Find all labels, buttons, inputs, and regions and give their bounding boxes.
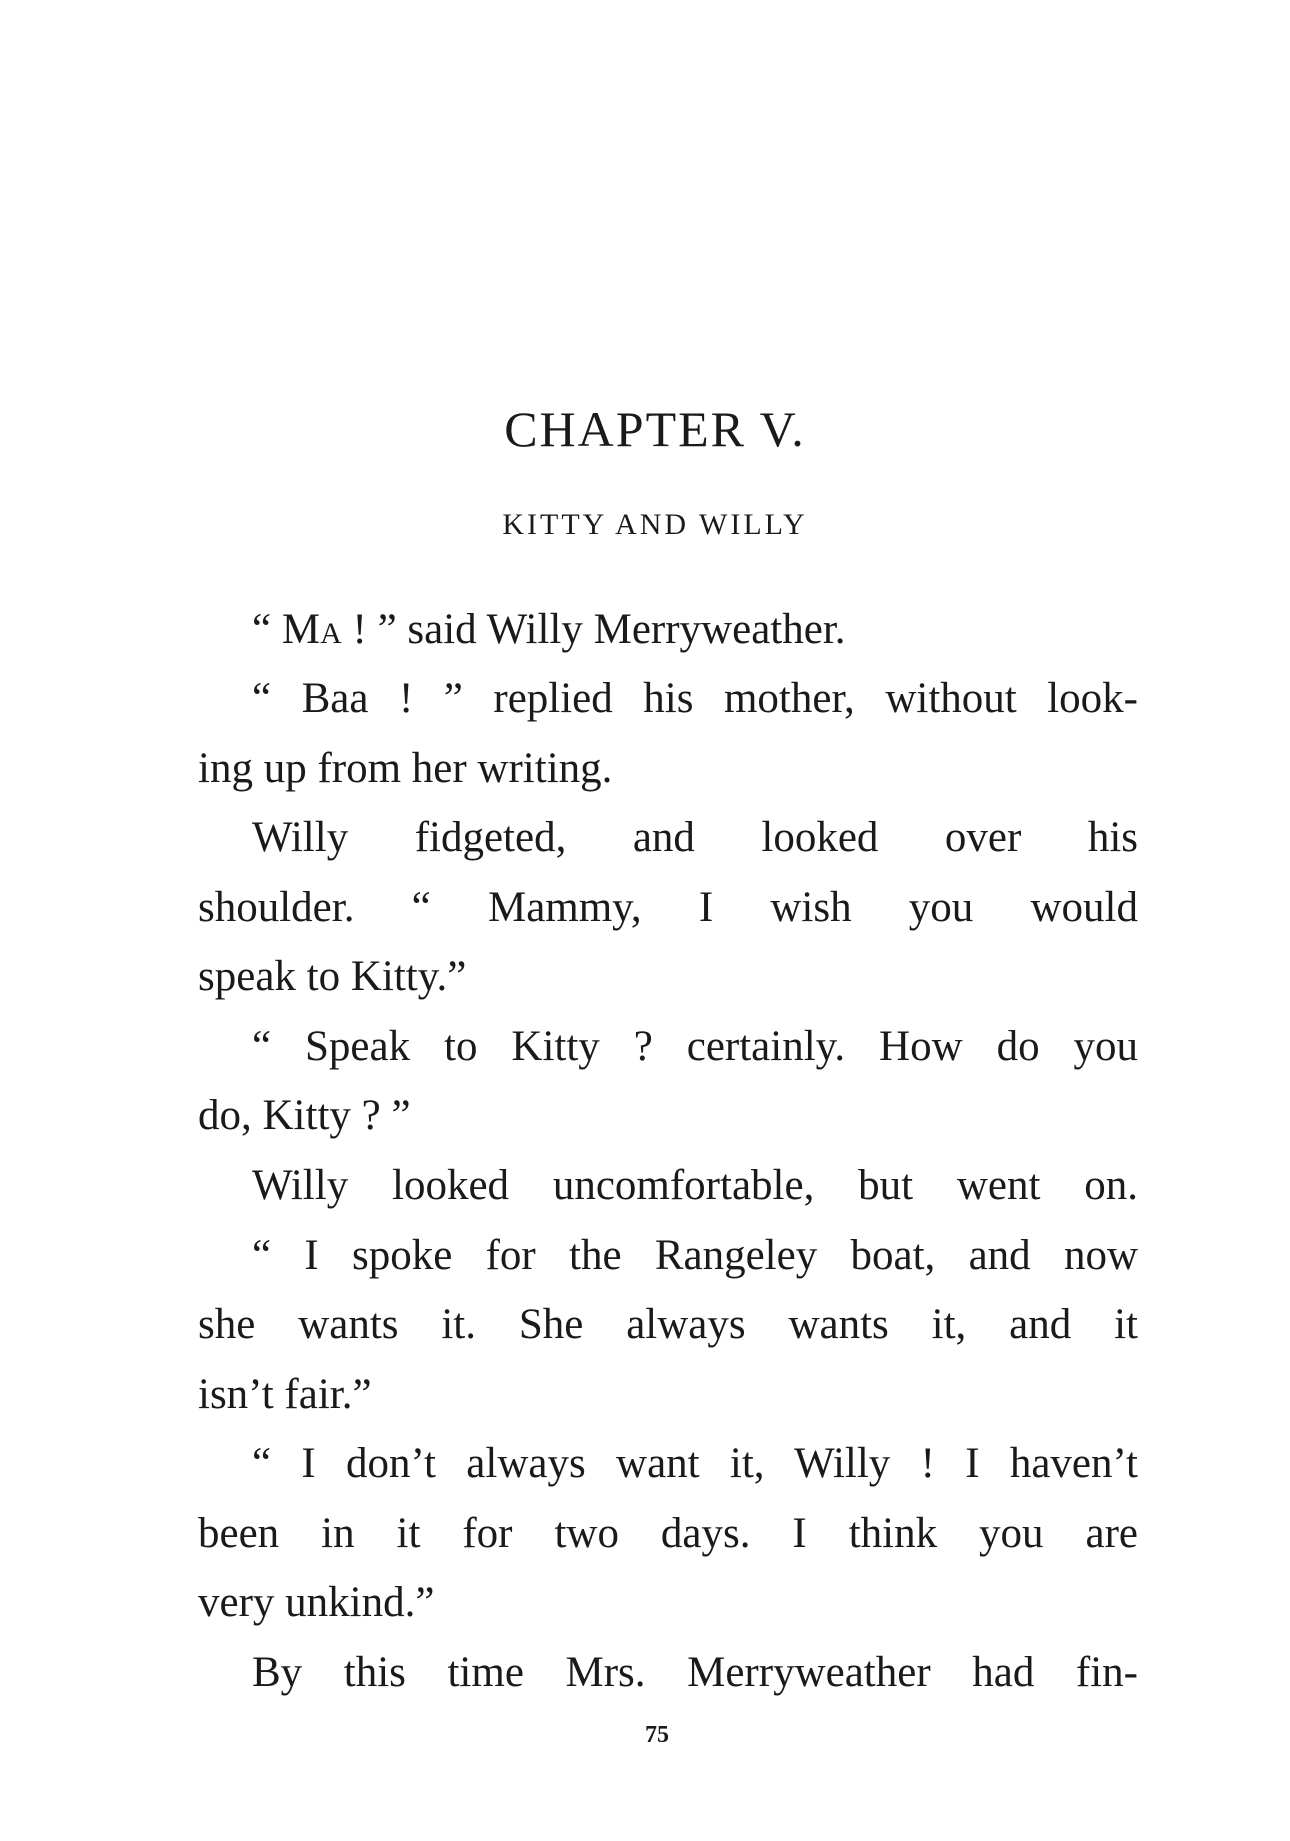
small-caps-word: Ma [281, 606, 342, 653]
text-line: been in it for two days. I think you are [198, 1510, 1138, 1557]
text-line: speak to Kitty.” [198, 953, 467, 1000]
line-rest: ! ” said Willy Merryweather. [341, 606, 846, 653]
text-line: By this time Mrs. Merryweather had fin- [252, 1649, 1138, 1696]
text-line: “ Baa ! ” replied his mother, without look- [252, 675, 1138, 722]
text-line: do, Kitty ? ” [198, 1092, 411, 1139]
chapter-subtitle: KITTY AND WILLY [502, 508, 808, 541]
text-line: Willy fidgeted, and looked over his [252, 814, 1138, 861]
text-line: isn’t fair.” [198, 1371, 372, 1418]
text-line: “ Speak to Kitty ? certainly. How do you [252, 1023, 1138, 1070]
text-line: she wants it. She always wants it, and it [198, 1301, 1138, 1348]
text-line: ing up from her writing. [198, 745, 613, 792]
text-line: “ I don’t always want it, Willy ! I haven’t [252, 1440, 1138, 1487]
chapter-title: CHAPTER V. [504, 401, 806, 457]
text-line: Willy looked uncomfortable, but went on. [252, 1162, 1138, 1209]
text-line: “ I spoke for the Rangeley boat, and now [252, 1232, 1138, 1279]
text-line: very unkind.” [198, 1579, 435, 1626]
open-quote: “ [252, 606, 272, 653]
page-number: 75 [645, 1722, 669, 1748]
text-line [252, 608, 1138, 651]
text-line: shoulder. “ Mammy, I wish you would [198, 884, 1138, 931]
